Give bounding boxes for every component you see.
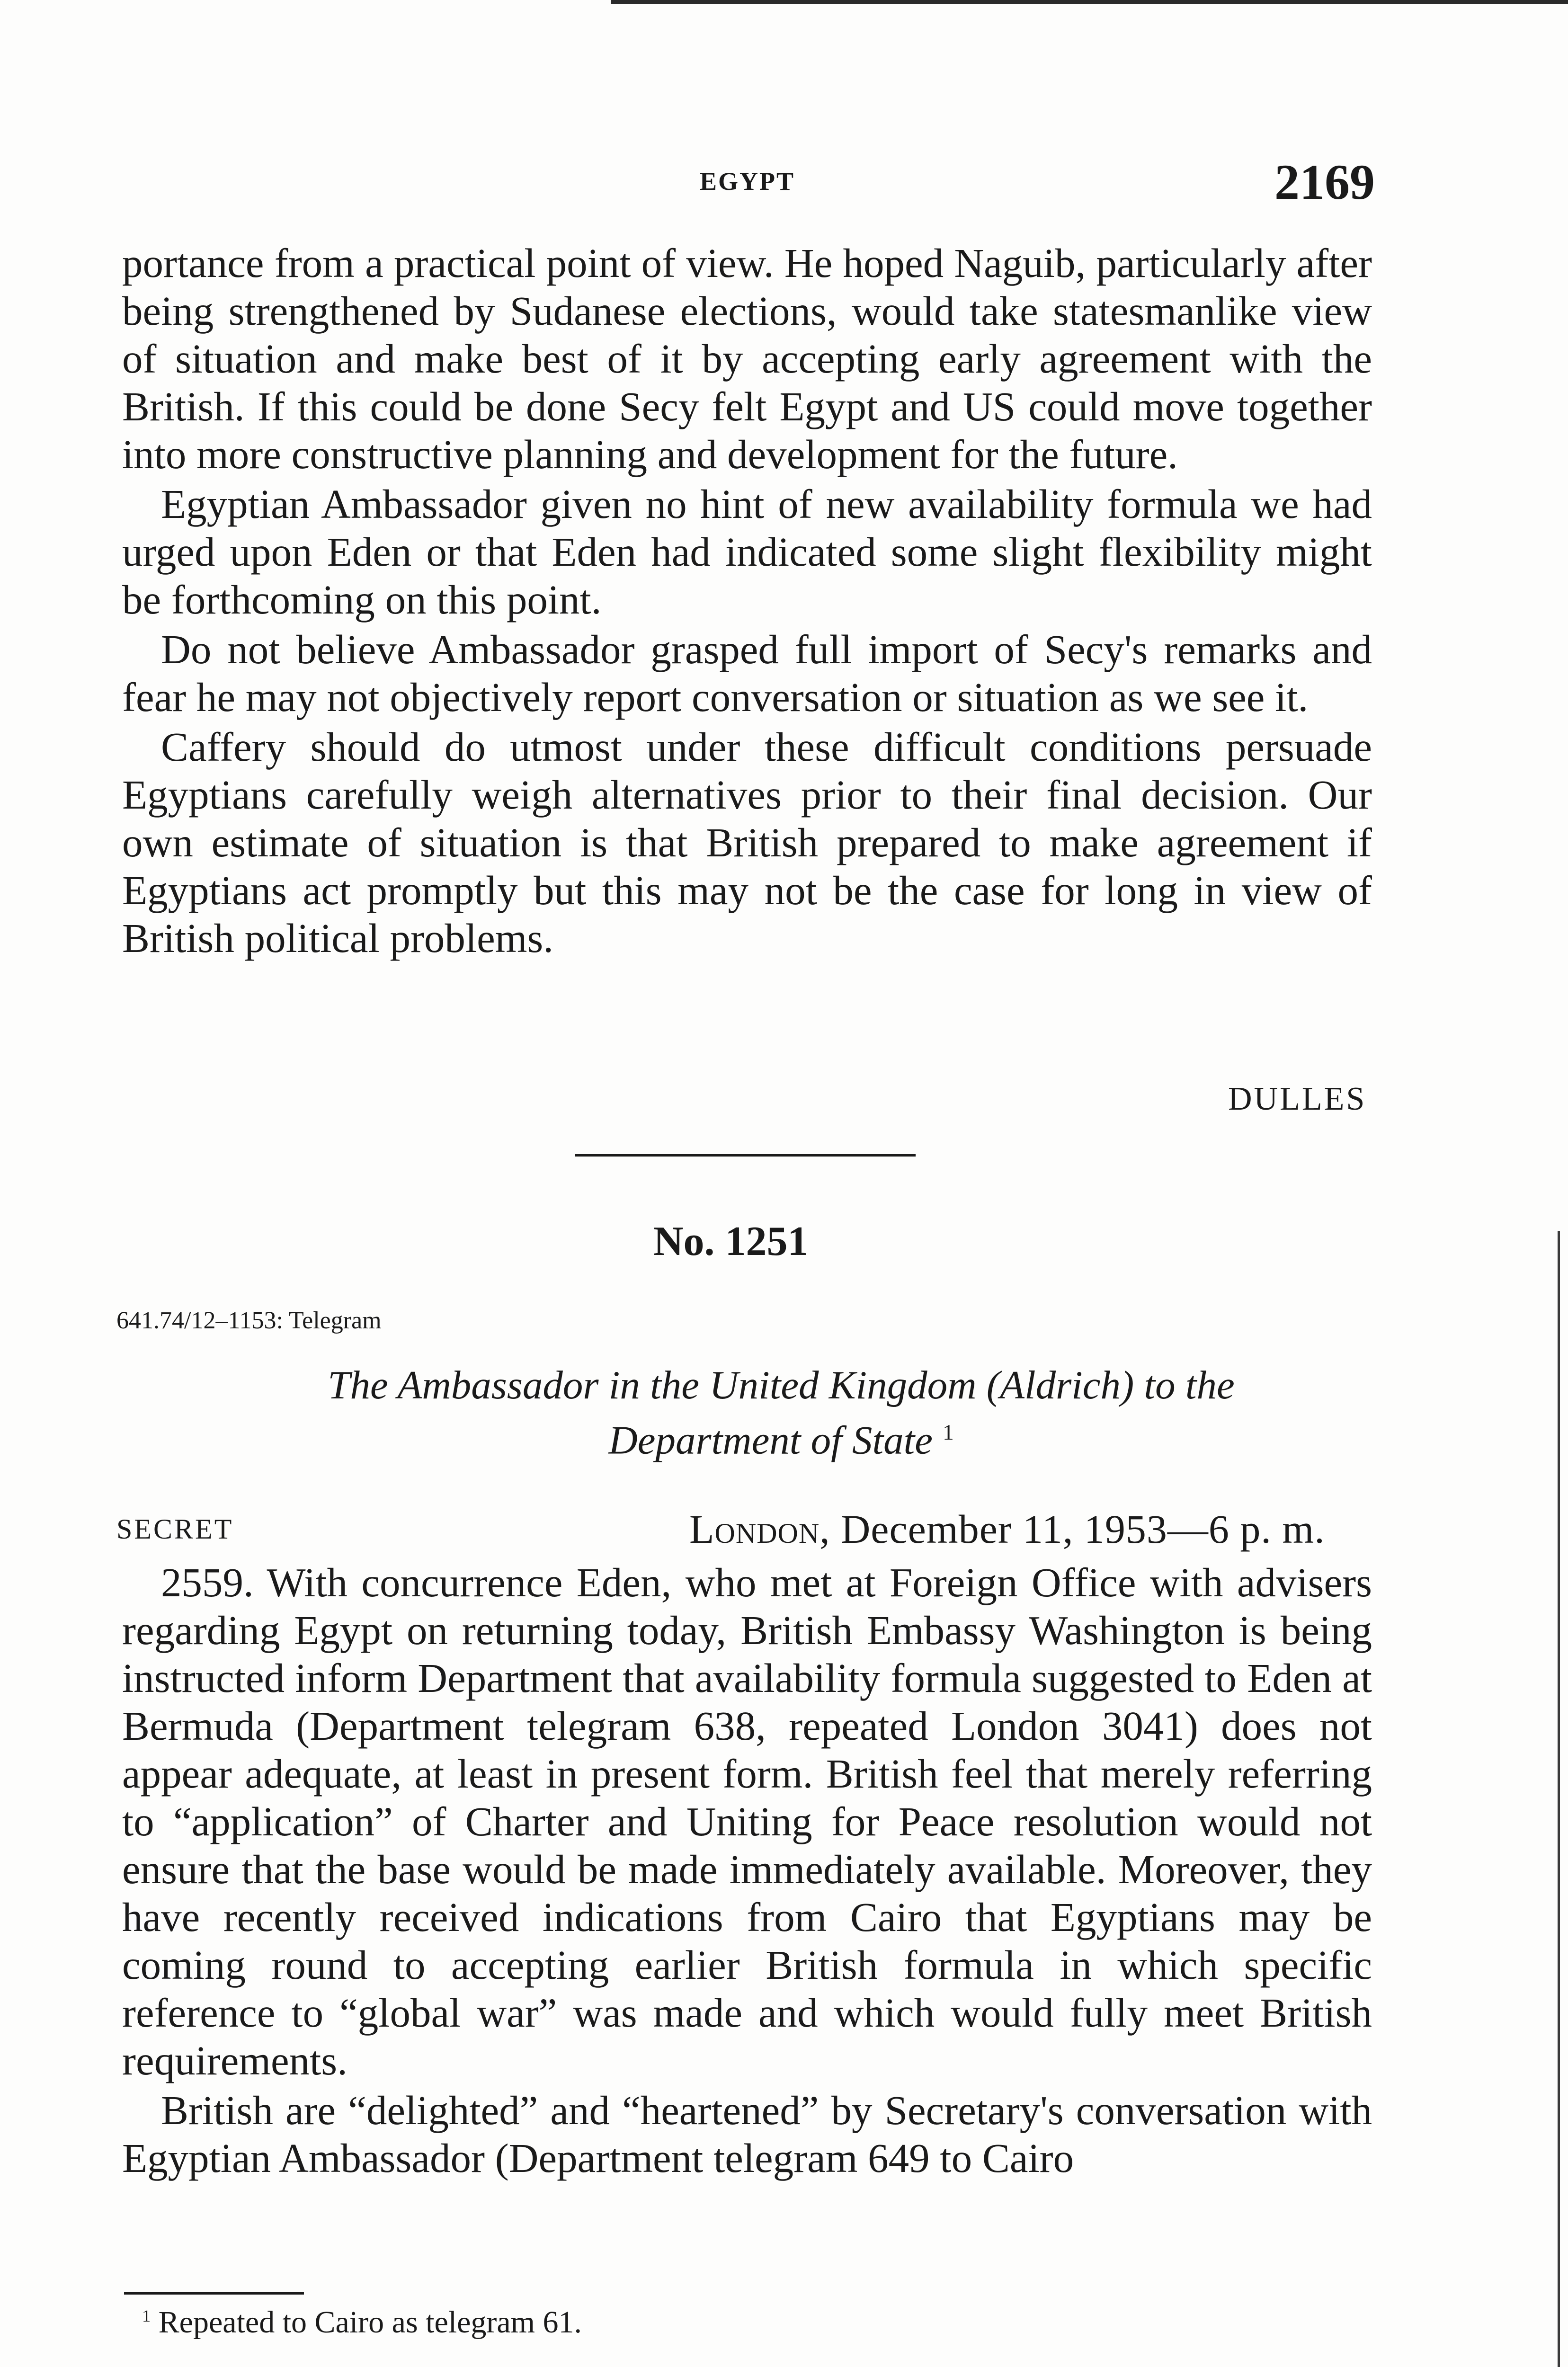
paragraph-2559: 2559. With concurrence Eden, who met at Foreign Office with advisers regarding Egypt on returning today, British Embassy Washington is being instructed inform Department that availability formula suggested to Eden at Bermuda (Department telegram 638, repeated London 3041) does not appear adequate, at least in present form. British feel that merely referring to “application” of Charter and Uniting for Peace resolution would not ensure that the base would be made immediately available. Moreover, they have recently received indications from Cairo that Egyptians may be coming round to accepting earlier British formula in which specific reference to “global war” was made and which would fully meet British requirements.	[122, 1559, 1372, 2083]
footnote	[142, 2305, 582, 2340]
document-title-line-2-text: Department of State	[608, 1418, 933, 1463]
page-number: 2169	[1274, 154, 1375, 210]
title-footnote-marker: 1	[943, 1420, 954, 1445]
paragraph-continued: portance from a practical point of view. He hoped Naguib, particularly after being strengthened by Sudanese elections, would take statesmanlike view of situation and make best of it by accepting early agreement with the British. If this could be done Secy felt Egypt and US could move together into more constructive planning and development for the future.	[122, 240, 1372, 477]
paragraph-caffery: Caffery should do utmost under these difficult conditions persuade Egyptians carefully weigh alternatives prior to their final decision. Our own estimate of situation is that British prepared to make agreement if Egyptians act promptly but this may not be the case for long in view of British political problems.	[122, 724, 1372, 961]
footnote-rule	[124, 2292, 304, 2295]
running-head: EGYPT	[700, 167, 795, 196]
file-reference: 641.74/12–1153: Telegram	[116, 1307, 382, 1334]
top-edge-rule	[611, 0, 1568, 4]
footnote-marker: 1	[142, 2306, 151, 2325]
paragraph-ambassador-no-hint: Egyptian Ambassador given no hint of new availability formula we had urged upon Eden or that Eden had indicated some slight flexibility might be forthcoming on this point.	[122, 481, 1372, 623]
signature: DULLES	[1228, 1081, 1367, 1117]
paragraph-grasped-import: Do not believe Ambassador grasped full import of Secy's remarks and fear he may not objectively report conversation or situation as we see it.	[122, 626, 1372, 720]
classification: SECRET	[116, 1513, 234, 1545]
paragraph-british-delighted: British are “delighted” and “heartened” by Secretary's conversation with Egyptian Ambassador (Department telegram 649 to Cairo	[122, 2087, 1372, 2181]
document-number: No. 1251	[653, 1219, 809, 1264]
dateline-place: London,	[689, 1506, 830, 1552]
section-divider	[575, 1154, 916, 1157]
page-edge-line	[1558, 1231, 1560, 2367]
footnote-text: Repeated to Cairo as telegram 61.	[151, 2305, 582, 2340]
document-title	[142, 1361, 1420, 1464]
document-title-line-2	[142, 1409, 1420, 1464]
continued-text	[122, 239, 1372, 964]
dateline	[689, 1505, 1325, 1553]
document-title-line-1: The Ambassador in the United Kingdom (Aldrich) to the	[328, 1363, 1235, 1407]
telegram-body	[122, 1558, 1372, 2184]
dateline-date: December 11, 1953—6 p. m.	[830, 1506, 1325, 1552]
